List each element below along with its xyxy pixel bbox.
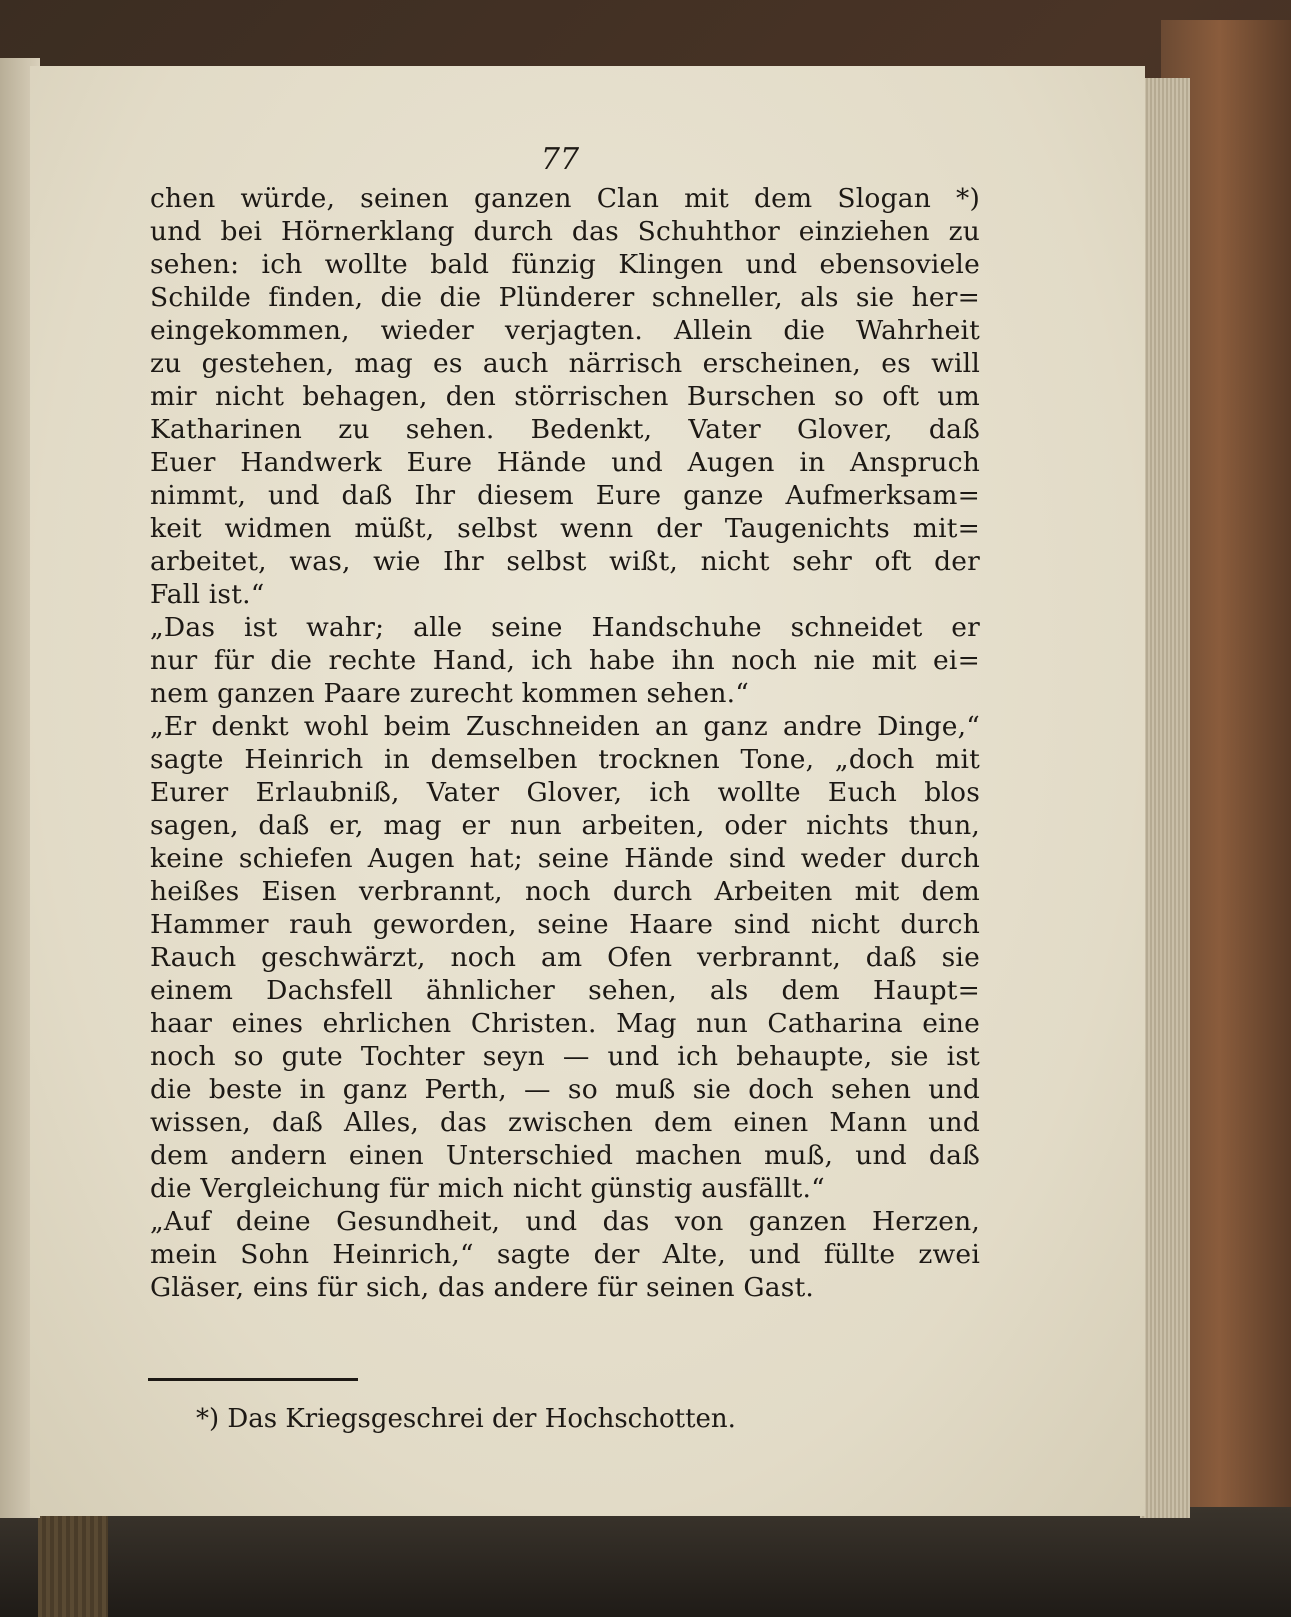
- text-line: Fall ist.“: [150, 579, 265, 610]
- text-line: einem Dachsfell ähnlicher sehen, als dem Haupt=: [150, 975, 980, 1006]
- text-line: „Das ist wahr; alle seine Handschuhe schneidet er: [150, 612, 980, 643]
- body-text: [150, 182, 980, 1304]
- text-line: haar eines ehrlichen Christen. Mag nun Catharina eine: [150, 1008, 980, 1039]
- text-line: arbeitet, was, wie Ihr selbst wißt, nicht sehr oft der: [150, 546, 980, 577]
- page-number: 77: [540, 142, 580, 177]
- text-line: keit widmen müßt, selbst wenn der Taugenichts mit=: [150, 513, 980, 544]
- text-line: die beste in ganz Perth, — so muß sie doch sehen und: [150, 1074, 980, 1105]
- page-stack-edge: [1140, 78, 1190, 1518]
- text-line: Eurer Erlaubniß, Vater Glover, ich wollte Euch blos: [150, 777, 980, 808]
- text-line: „Er denkt wohl beim Zuschneiden an ganz andre Dinge,“: [150, 711, 980, 742]
- text-line: „Auf deine Gesundheit, und das von ganzen Herzen,: [150, 1206, 980, 1237]
- text-line: sehen: ich wollte bald fünzig Klingen und ebensoviele: [150, 249, 980, 280]
- text-line: wissen, daß Alles, das zwischen dem einen Mann und: [150, 1107, 980, 1138]
- text-line: Schilde finden, die die Plünderer schneller, als sie her=: [150, 282, 980, 313]
- text-line: mein Sohn Heinrich,“ sagte der Alte, und füllte zwei: [150, 1239, 980, 1270]
- footnote: *) Das Kriegsgeschrei der Hochschotten.: [196, 1404, 736, 1434]
- text-line: dem andern einen Unterschied machen muß, und daß: [150, 1140, 980, 1171]
- cloth-binding: [0, 1507, 1291, 1617]
- text-line: Euer Handwerk Eure Hände und Augen in Anspruch: [150, 447, 980, 478]
- text-line: Gläser, eins für sich, das andere für seinen Gast.: [150, 1272, 815, 1303]
- text-line: nur für die rechte Hand, ich habe ihn noch nie mit ei=: [150, 645, 980, 676]
- text-line: Katharinen zu sehen. Bedenkt, Vater Glover, daß: [150, 414, 980, 445]
- text-line: keine schiefen Augen hat; seine Hände sind weder durch: [150, 843, 980, 874]
- text-line: mir nicht behagen, den störrischen Burschen so oft um: [150, 381, 980, 412]
- text-line: sagen, daß er, mag er nun arbeiten, oder nichts thun,: [150, 810, 980, 841]
- text-line: die Vergleichung für mich nicht günstig ausfällt.“: [150, 1173, 825, 1204]
- text-line: noch so gute Tochter seyn — und ich behaupte, sie ist: [150, 1041, 980, 1072]
- text-line: nimmt, und daß Ihr diesem Eure ganze Aufmerksam=: [150, 480, 980, 511]
- text-line: eingekommen, wieder verjagten. Allein die Wahrheit: [150, 315, 980, 346]
- text-line: chen würde, seinen ganzen Clan mit dem Slogan *): [150, 183, 980, 214]
- text-line: und bei Hörnerklang durch das Schuhthor einziehen zu: [150, 216, 980, 247]
- text-line: Rauch geschwärzt, noch am Ofen verbrannt, daß sie: [150, 942, 980, 973]
- footnote-rule: [148, 1378, 358, 1381]
- text-line: Hammer rauh geworden, seine Haare sind nicht durch: [150, 909, 980, 940]
- text-line: sagte Heinrich in demselben trocknen Tone, „doch mit: [150, 744, 980, 775]
- text-line: heißes Eisen verbrannt, noch durch Arbeiten mit dem: [150, 876, 980, 907]
- text-line: zu gestehen, mag es auch närrisch erscheinen, es will: [150, 348, 980, 379]
- text-line: nem ganzen Paare zurecht kommen sehen.“: [150, 678, 749, 709]
